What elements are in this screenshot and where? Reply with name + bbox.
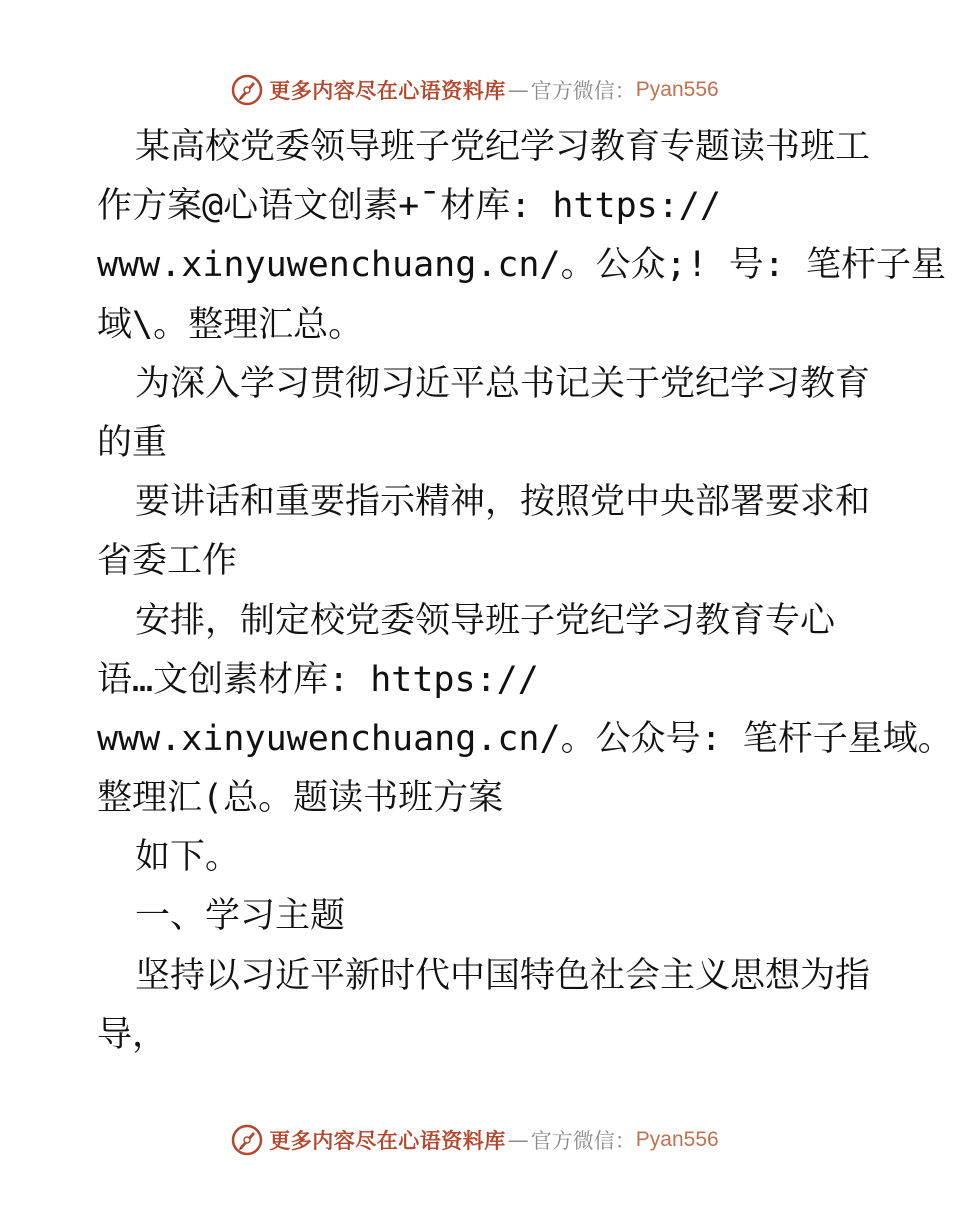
header-banner	[0, 70, 950, 110]
banner-dash: —	[507, 1128, 529, 1152]
text-line: 如下。	[135, 837, 241, 878]
text-line: 安排，制定校党委领导班子党纪学习教育专心	[135, 600, 836, 641]
quill-logo-icon	[231, 74, 263, 106]
text-line: 导，	[97, 1014, 168, 1055]
wechat-label: 官方微信：	[530, 1129, 636, 1153]
text-line: 域\。整理汇总。	[97, 304, 364, 345]
wechat-id: Pyan556	[635, 1128, 719, 1151]
banner-dash: —	[507, 78, 529, 102]
wechat-label: 官方微信：	[530, 79, 636, 103]
text-line: 语…文创素材库: https://	[97, 659, 539, 700]
document-body	[97, 118, 953, 1065]
text-line: 作方案@心语文创素+¯材库: https://	[97, 186, 721, 227]
wechat-id: Pyan556	[635, 78, 719, 101]
banner-title: 更多内容尽在心语资料库	[269, 1128, 506, 1153]
text-line: 为深入学习贯彻习近平总书记关于党纪学习教育	[135, 363, 871, 404]
text-line: 要讲话和重要指示精神，按照党中央部署要求和	[135, 482, 871, 523]
quill-logo-icon	[231, 1124, 263, 1156]
text-line: 的重	[97, 422, 168, 463]
text-line: 某高校党委领导班子党纪学习教育专题读书班工	[135, 127, 871, 167]
footer-banner	[0, 1120, 950, 1160]
section-heading: 一、学习主题	[135, 896, 346, 937]
text-line: 坚持以习近平新时代中国特色社会主义思想为指	[135, 955, 871, 996]
text-line: www.xinyuwenchuang.cn/。公众号: 笔杆子星域。	[97, 718, 953, 759]
text-line: www.xinyuwenchuang.cn/。公众;! 号: 笔杆子星	[97, 245, 946, 286]
text-line: 省委工作	[97, 541, 238, 582]
text-line: 整理汇(总。题读书班方案	[97, 778, 504, 819]
banner-title: 更多内容尽在心语资料库	[269, 78, 506, 103]
